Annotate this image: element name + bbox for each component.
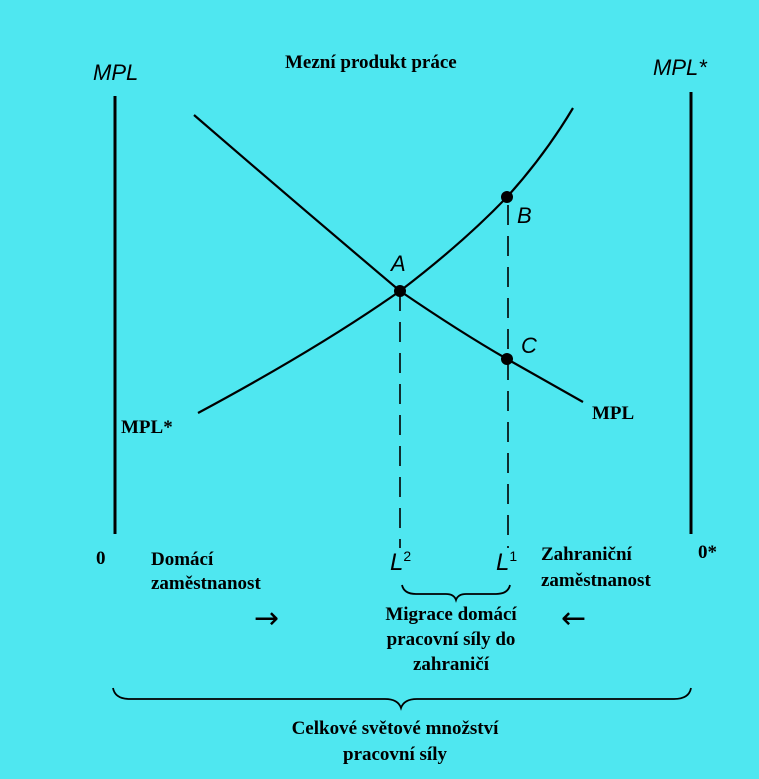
l1-tick-label [496,548,517,577]
l2-letter: L [390,549,404,576]
point-c-dot [501,353,513,365]
left-axis-label: MPL [93,60,139,85]
right-origin-label: 0* [698,542,717,563]
point-b-label: B [517,203,532,228]
point-b-dot [501,191,513,203]
l1-superscript: 1 [509,548,518,564]
point-c-label: C [521,333,537,358]
l2-tick-label [390,548,411,577]
mpl-star-curve-label: MPL* [121,417,173,438]
total-brace [113,688,691,708]
mpl-curve-label: MPL [592,403,635,424]
domestic-employment-line1: Domácí [151,549,214,570]
point-a-dot [394,285,406,297]
mpl-star-curve [198,108,573,413]
right-axis-label: MPL* [653,55,707,80]
migration-caption-line3: zahraničí [413,654,489,675]
total-caption-line1: Celkové světové množství [291,718,499,739]
l2-superscript: 2 [403,548,412,564]
migration-caption-line1: Migrace domácí [385,604,517,625]
point-a-label: A [391,251,406,276]
left-origin-label: 0 [96,548,106,569]
l1-letter: L [496,549,510,576]
migration-brace [402,585,510,600]
migration-caption-line2: pracovní síly do [386,629,516,650]
total-caption-line2: pracovní síly [343,744,447,765]
domestic-employment-line2: zaměstnanost [151,573,261,594]
foreign-employment-line2: zaměstnanost [541,570,651,591]
chart-title: Mezní produkt práce [285,52,457,73]
left-arrow-icon: ← [561,601,587,636]
right-arrow-icon: → [254,601,280,636]
foreign-employment-line1: Zahraniční [541,544,632,565]
